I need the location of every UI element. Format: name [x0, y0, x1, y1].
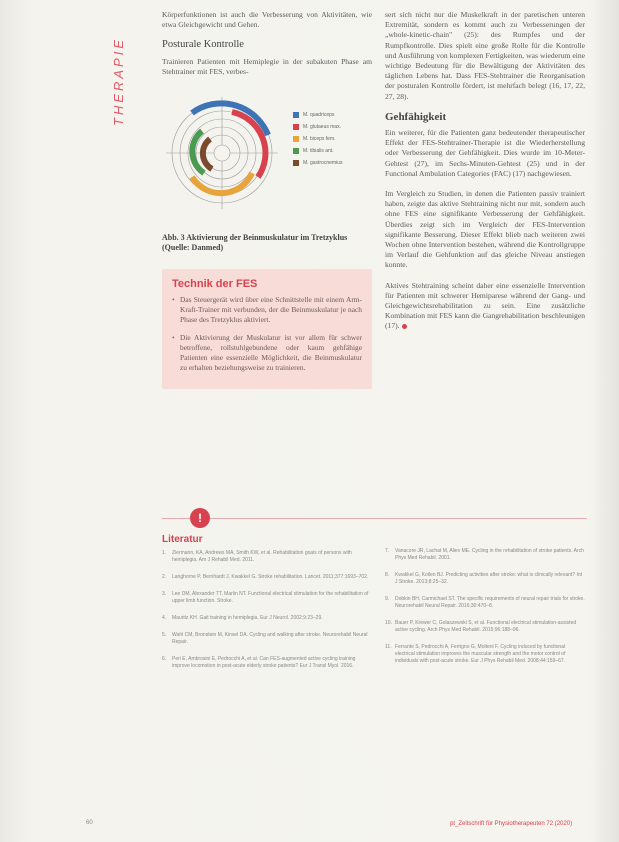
- legend-item: M. gastrocnemius: [293, 157, 342, 169]
- activation-ring-diagram: [162, 87, 287, 227]
- page-number: 60: [86, 820, 93, 826]
- reference-item: 8. Kwakkel G, Kollen BJ. Predicting activities after stroke: what is clinically relevant? Int J Stroke. 2013;8:25–32.: [385, 572, 583, 585]
- legend-item: M. glutaeus max.: [293, 121, 342, 133]
- info-icon: !: [190, 508, 210, 528]
- legend-item: M. biceps fem.: [293, 133, 342, 145]
- muscle-activation-figure: [162, 87, 372, 227]
- reference-item: 1. Ziermann, KA, Andrews MA, Smith KW, et al. Rehabilitation goals of persons with hemiplegia. Am J Rehabil Med. 2011.: [162, 550, 352, 563]
- reference-item: 4. Mauritz KH. Gait training in hemiplegia. Eur J Neurol. 2002;9:23–29.: [162, 615, 323, 621]
- references-left: [162, 550, 372, 680]
- gait-paragraph-2: Im Vergleich zu Studien, in denen die Patienten passiv trainiert haben, zeigte das aktive Stehtraining nicht nur mit, sondern auch ohne FES eine signifikante Verbesserung der Gehfähigkeit. Überdies zeigt sich im Vergleich der FES-Intervention signifikante Besserung. Dieser Effekt blieb nach weiteren zwei Wochen ohne Intervention bestehen, während die Kontrollgruppe im Verlauf die Gehfunktion auf das gleiche Niveau anstiegen konnte.: [385, 189, 585, 270]
- reference-item: 7. Vanacore JR, Lachat M, Aliev ME. Cycling in the rehabilitation of stroke patients. Arch Phys Med Rehabil. 2001.: [385, 548, 584, 561]
- references-right: [385, 548, 585, 675]
- intro-paragraph: Körperfunktionen ist auch die Verbesserung von Aktivitäten, wie etwa Gleichgewicht und Gehen.: [162, 10, 372, 30]
- right-column: [385, 10, 585, 342]
- end-mark-icon: [402, 324, 407, 329]
- heading-postural-control: Posturale Kontrolle: [162, 39, 244, 51]
- info-box-fes-technique: [162, 269, 372, 389]
- left-column: [162, 10, 372, 389]
- literature-divider: [162, 518, 587, 519]
- continued-paragraph: sert sich nicht nur die Muskelkraft in der paretischen unteren Extremität, sondern es kommt auch zu Verbesserungen der „whole-kinetic-chain" (25): des Rumpfes und der Rumpfkontrolle. Dies spielt eine große Rolle für die Kontrolle und Ausführung von komplexen Fertigkeiten, was wiederum eine wichtige Bedeutung für die Bewältigung der Aktivitäten des täglichen Lebens hat. Dass FES-Stehtrainer die Reorganisation der posturalen Kontrolle fördert, ist mehrfach belegt (16, 17, 22, 27, 28).: [385, 10, 585, 101]
- info-box-title: Technik der FES: [172, 278, 258, 291]
- reference-item: 5. Wahl CM, Bronstein M, Kinsel DA. Cycling and walking after stroke. Neurorehabil Neural Repair.: [162, 632, 368, 645]
- legend-item: M. quadriceps: [293, 109, 342, 121]
- journal-footer: pt_Zeitschrift für Physiotherapeuten 72 (2020): [450, 821, 573, 827]
- info-box-item: • Die Aktivierung der Muskulatur ist vor allem für schwer betroffene, rollstuhlgebundene oder kaum gehfähige Patienten eine essenzielle Möglichkeit, die Beinmuskulatur zu erhalten beziehungsweise zu trainieren.: [172, 333, 362, 373]
- reference-item: 2. Langhorne P, Bernhardt J, Kwakkel G. Stroke rehabilitation. Lancet. 2011;377:1693–702.: [162, 574, 369, 580]
- info-box-list: [172, 295, 362, 373]
- info-box-item: • Das Steuergerät wird über eine Schnittstelle mit einem Arm-Kraft-Trainer mit verbunden, der die Beinmuskulatur je nach Phase des Tretzyklus aktiviert.: [172, 295, 362, 325]
- gait-paragraph-3: Aktives Stehtraining scheint daher eine essenzielle Intervention für Patienten mit schwerer Hemiparese während der Gang- und Gleichgewichtsrehabilitation zu sein. Eine zusätzliche Kombination mit FES kann die Gangrehabilitation beschleunigen (17).: [385, 280, 585, 331]
- reference-item: 6. Peri E, Ambrosini E, Pedrocchi A, et al. Can FES-augmented active cycling training improve locomotion in post-acute elderly stroke patients? Eur J Transl Myol. 2016.: [162, 656, 356, 669]
- reference-item: 3. Lee DM, Alexander TT, Marlin NT. Functional electrical stimulation for the rehabilitation of upper limb function. Stroke.: [162, 591, 369, 604]
- section-label: THERAPIE: [111, 36, 126, 126]
- reference-item: 11. Ferrante S, Pedrocchi A, Ferrigno G, Molteni F. Cycling induced by functional electrical stimulation improves the muscular strength and the motor control of individuals with post-acute stroke. Eur J Phys Rehabil Med. 2008;44:159–67.: [385, 644, 566, 664]
- heading-gait: Gehfähigkeit: [385, 110, 447, 123]
- gait-paragraph-1: Ein weiterer, für die Patienten ganz bedeutender therapeutischer Effekt der FES-Stehtrainer-Therapie ist die Wiederherstellung oder Verbesserung der Gehfähigkeit. Dies wurde im 10-Meter-Gehtest (27), im Sechs-Minuten-Gehtest (25) und in der Functional Ambulation Categories (FAC) (17) nachgewiesen.: [385, 128, 585, 178]
- literature-title: Literatur: [162, 534, 203, 545]
- reference-item: 9. Dobkin BH, Carmichael ST. The specific requirements of neural repair trials for stroke. Neurorehabil Neural Repair. 2016;30:470–8.: [385, 596, 585, 609]
- figure-caption: Abb. 3 Aktivierung der Beinmuskulatur im Tretzyklus (Quelle: Danmed): [162, 233, 348, 253]
- legend-item: M. tibialis ant.: [293, 145, 342, 157]
- reference-item: 10. Bauer P, Krewer C, Golaszewski S, et al. Functional electrical stimulation-assisted active cycling. Arch Phys Med Rehabil. 2015;96:188–96.: [385, 620, 577, 633]
- figure-legend: [293, 109, 342, 169]
- postural-paragraph: Trainieren Patienten mit Hemiplegie in der subakuten Phase am Stehtrainer mit FES, verbes-: [162, 56, 372, 76]
